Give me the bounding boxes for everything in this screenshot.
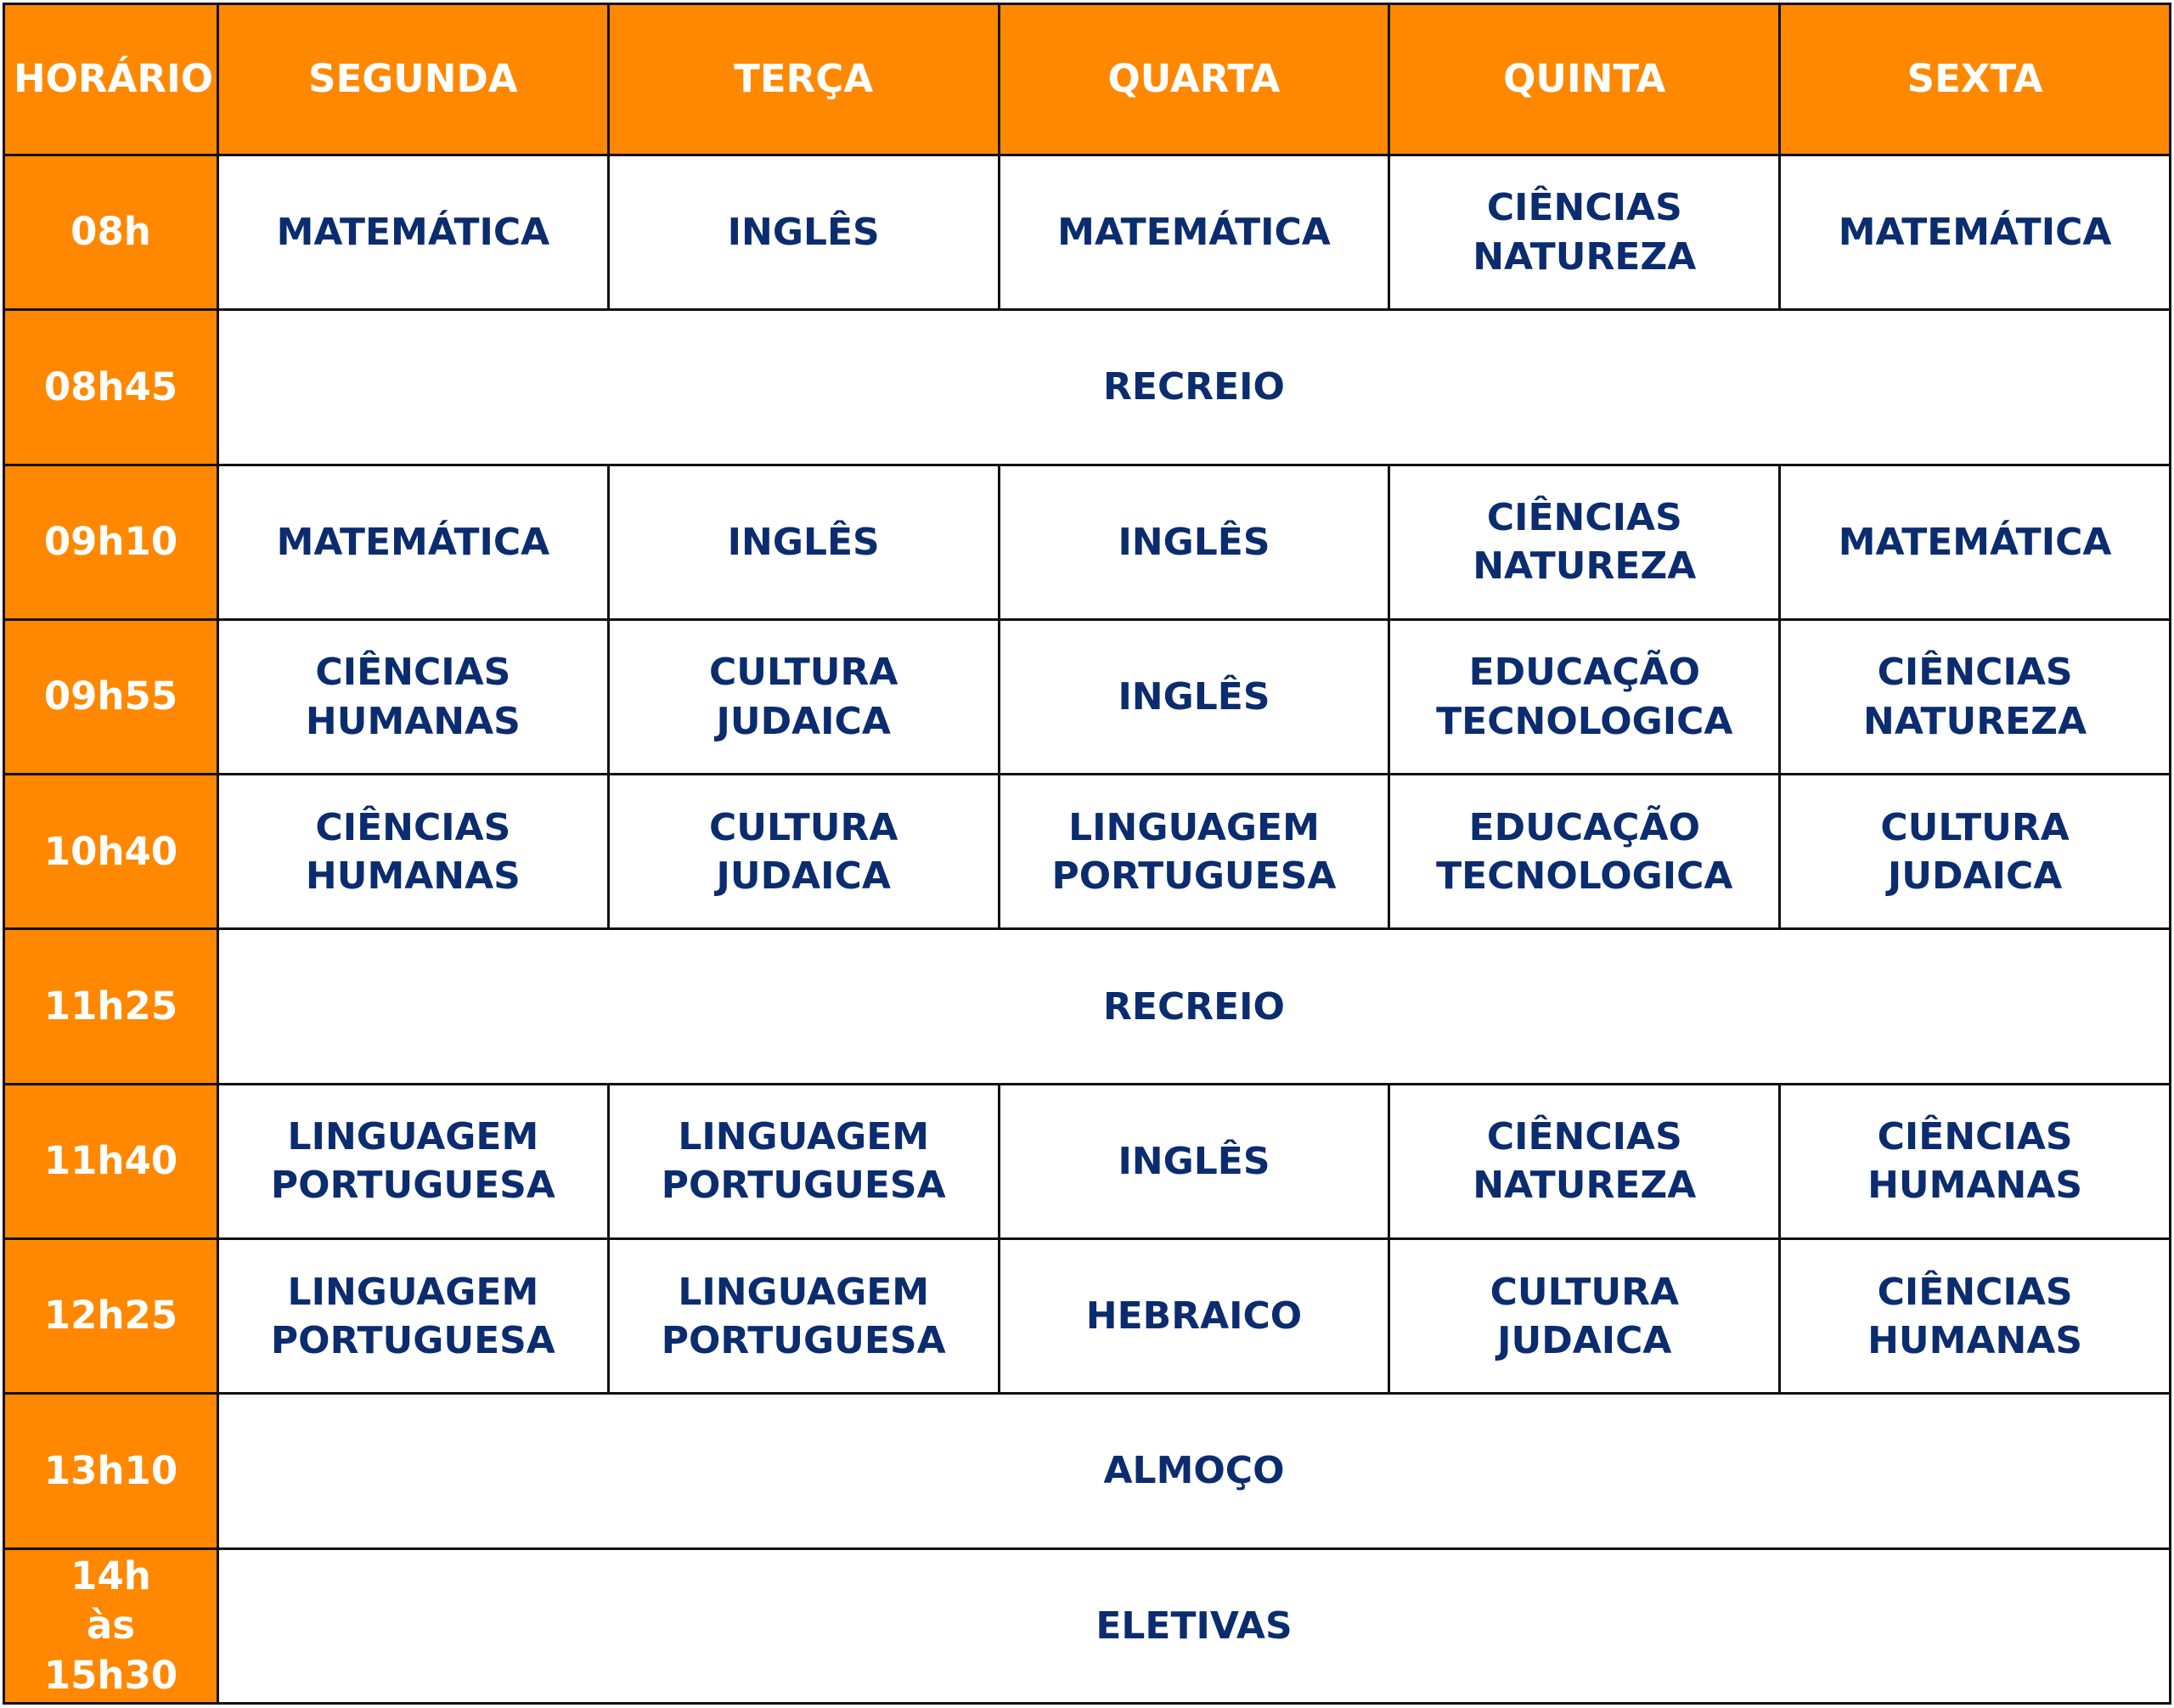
subject-cell-segunda	[218, 775, 609, 929]
subject-cell-terca	[608, 1239, 999, 1394]
subject-label: MATEMÁTICA	[276, 520, 550, 564]
subject-label: CIÊNCIAS	[1877, 1270, 2073, 1314]
break-cell	[218, 1548, 2171, 1703]
header-quinta: QUINTA	[1389, 4, 1780, 155]
subject-label: HUMANAS	[305, 699, 521, 743]
subject-label: NATUREZA	[1473, 1164, 1697, 1208]
subject-cell-quinta	[1389, 155, 1780, 310]
subject-cell-quarta	[999, 775, 1389, 929]
subject-label: CIÊNCIAS	[1486, 1115, 1682, 1159]
subject-label: NATUREZA	[1473, 234, 1697, 279]
break-label: ELETIVAS	[1095, 1604, 1293, 1648]
subject-label: INGLÊS	[1118, 1139, 1270, 1183]
break-cell	[218, 929, 2171, 1084]
time-label: 11h40	[43, 1138, 178, 1184]
subject-label: CIÊNCIAS	[1877, 1115, 2073, 1159]
subject-label: LINGUAGEM	[678, 1115, 930, 1159]
subject-label: PORTUGUESA	[1051, 854, 1337, 898]
table-row	[4, 1084, 2171, 1238]
subject-label: INGLÊS	[727, 211, 880, 255]
subject-label: LINGUAGEM	[678, 1270, 930, 1314]
subject-cell-segunda	[218, 619, 609, 774]
subject-label: HUMANAS	[305, 854, 521, 898]
subject-label: CIÊNCIAS	[1486, 186, 1682, 230]
subject-label: TECNOLOGICA	[1436, 699, 1733, 743]
subject-cell-segunda	[218, 155, 609, 310]
header-sexta: SEXTA	[1780, 4, 2171, 155]
subject-label: PORTUGUESA	[661, 1164, 946, 1208]
time-label: 12h25	[43, 1293, 178, 1339]
subject-cell-sexta	[1780, 465, 2171, 619]
subject-label: HUMANAS	[1867, 1164, 2083, 1208]
subject-cell-terca	[608, 155, 999, 310]
subject-label: TECNOLOGICA	[1436, 854, 1733, 898]
break-cell	[218, 1394, 2171, 1548]
time-slot	[4, 155, 218, 310]
header-horario: HORÁRIO	[4, 4, 218, 155]
table-row	[4, 1239, 2171, 1394]
time-slot	[4, 619, 218, 774]
header-segunda: SEGUNDA	[218, 4, 609, 155]
subject-label: CULTURA	[708, 805, 898, 849]
subject-cell-terca	[608, 775, 999, 929]
time-label: 08h45	[43, 364, 178, 409]
subject-cell-sexta	[1780, 1084, 2171, 1238]
subject-cell-quinta	[1389, 1239, 1780, 1394]
subject-cell-terca	[608, 465, 999, 619]
table-row	[4, 619, 2171, 774]
table-row	[4, 465, 2171, 619]
subject-cell-quinta	[1389, 1084, 1780, 1238]
subject-cell-quinta	[1389, 619, 1780, 774]
subject-cell-terca	[608, 619, 999, 774]
subject-cell-quarta	[999, 465, 1389, 619]
subject-cell-segunda	[218, 465, 609, 619]
subject-cell-sexta	[1780, 155, 2171, 310]
subject-label: EDUCAÇÃO	[1468, 805, 1700, 849]
subject-cell-sexta	[1780, 619, 2171, 774]
subject-label: LINGUAGEM	[287, 1115, 539, 1159]
subject-label: CIÊNCIAS	[1486, 496, 1682, 540]
subject-cell-segunda	[218, 1084, 609, 1238]
subject-label: INGLÊS	[727, 520, 880, 564]
subject-cell-quarta	[999, 619, 1389, 774]
subject-cell-quarta	[999, 155, 1389, 310]
subject-cell-sexta	[1780, 1239, 2171, 1394]
time-slot	[4, 465, 218, 619]
subject-label: CIÊNCIAS	[1877, 651, 2073, 695]
subject-label: INGLÊS	[1118, 520, 1270, 564]
time-label: 10h40	[43, 828, 178, 874]
subject-label: JUDAICA	[716, 699, 891, 743]
header-row	[4, 4, 2171, 155]
subject-label: CIÊNCIAS	[315, 805, 511, 849]
time-slot	[4, 1394, 218, 1548]
subject-label: JUDAICA	[1887, 854, 2063, 898]
subject-cell-sexta	[1780, 775, 2171, 929]
time-slot	[4, 775, 218, 929]
break-row	[4, 1394, 2171, 1548]
subject-label: MATEMÁTICA	[276, 211, 550, 255]
subject-label: NATUREZA	[1863, 699, 2087, 743]
subject-cell-quinta	[1389, 465, 1780, 619]
subject-label: LINGUAGEM	[287, 1270, 539, 1314]
subject-cell-quarta	[999, 1239, 1389, 1394]
subject-label: PORTUGUESA	[270, 1318, 555, 1362]
time-slot	[4, 1548, 218, 1703]
time-label: 11h25	[43, 983, 178, 1029]
break-label: RECREIO	[1103, 984, 1285, 1029]
time-label: 15h30	[43, 1652, 178, 1698]
subject-label: PORTUGUESA	[661, 1318, 946, 1362]
break-row	[4, 1548, 2171, 1703]
header-terca: TERÇA	[608, 4, 999, 155]
subject-label: CIÊNCIAS	[315, 651, 511, 695]
table-row	[4, 775, 2171, 929]
time-label: 14h	[70, 1553, 151, 1598]
time-slot	[4, 310, 218, 465]
time-label: 09h55	[43, 674, 178, 719]
subject-label: CULTURA	[708, 651, 898, 695]
break-label: RECREIO	[1103, 365, 1285, 409]
time-label: 09h10	[43, 518, 178, 564]
time-slot	[4, 929, 218, 1084]
subject-label: MATEMÁTICA	[1838, 211, 2112, 255]
subject-cell-quinta	[1389, 775, 1780, 929]
subject-label: JUDAICA	[1497, 1318, 1672, 1362]
time-slot	[4, 1239, 218, 1394]
subject-label: INGLÊS	[1118, 674, 1270, 719]
subject-cell-segunda	[218, 1239, 609, 1394]
break-cell	[218, 310, 2171, 465]
time-label: às	[86, 1603, 136, 1649]
subject-label: CULTURA	[1880, 805, 2070, 849]
header-quarta: QUARTA	[999, 4, 1389, 155]
table-row	[4, 155, 2171, 310]
subject-label: HUMANAS	[1867, 1318, 2083, 1362]
subject-label: HEBRAICO	[1085, 1294, 1303, 1339]
subject-label: CULTURA	[1490, 1270, 1680, 1314]
subject-label: LINGUAGEM	[1068, 805, 1320, 849]
schedule-body	[4, 155, 2171, 1704]
time-label: 13h10	[43, 1447, 178, 1493]
class-schedule-table	[3, 3, 2171, 1705]
break-label: ALMOÇO	[1103, 1449, 1285, 1493]
time-slot	[4, 1084, 218, 1238]
subject-label: MATEMÁTICA	[1838, 520, 2112, 564]
break-row	[4, 929, 2171, 1084]
subject-label: MATEMÁTICA	[1057, 211, 1331, 255]
subject-cell-quarta	[999, 1084, 1389, 1238]
subject-label: JUDAICA	[716, 854, 891, 898]
break-row	[4, 310, 2171, 465]
subject-label: NATUREZA	[1473, 544, 1697, 589]
subject-label: EDUCAÇÃO	[1468, 651, 1700, 695]
subject-cell-terca	[608, 1084, 999, 1238]
subject-label: PORTUGUESA	[270, 1164, 555, 1208]
time-label: 08h	[70, 209, 151, 255]
